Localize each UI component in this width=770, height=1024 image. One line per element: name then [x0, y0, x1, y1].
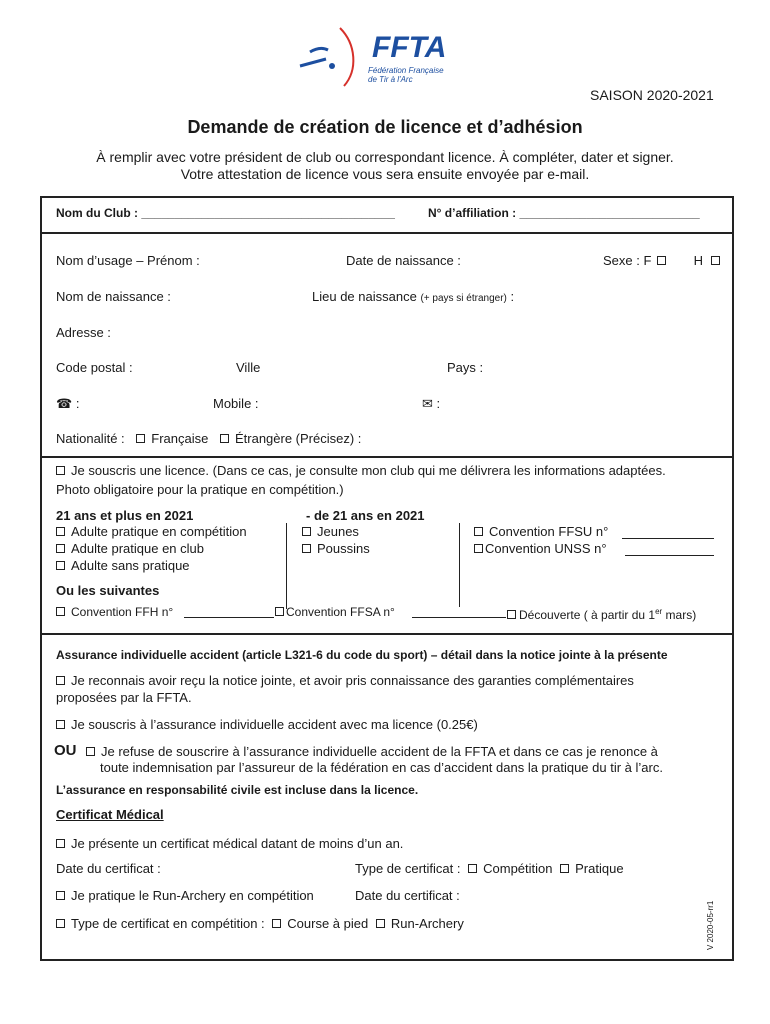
- decouverte-label: Découverte ( à partir du 1: [519, 608, 656, 622]
- nationality-fr-checkbox[interactable]: [136, 434, 145, 443]
- ffsu-number-line[interactable]: [622, 538, 714, 539]
- address-field[interactable]: Adresse :: [56, 325, 111, 340]
- mobile-field[interactable]: Mobile :: [213, 396, 259, 411]
- decouverte-sup: er: [655, 607, 663, 616]
- ffsa-option: [275, 604, 395, 620]
- insurance-subscribe: [56, 717, 478, 733]
- phone-icon: ☎: [56, 396, 73, 411]
- licence-checkbox[interactable]: [56, 466, 65, 475]
- insurance-ack-text: Je reconnais avoir reçu la notice jointe, et avoir pris connaissance des garanties complémentaires: [71, 673, 634, 688]
- ffsa-label: Convention FFSA n°: [286, 605, 395, 619]
- season: SAISON 2020-2021: [590, 87, 714, 103]
- youth-checkbox[interactable]: [302, 527, 311, 536]
- nationality-other-label: Étrangère (Précisez) :: [234, 431, 362, 446]
- competition-type-label: Type de certificat en compétition :: [71, 916, 265, 931]
- type-competition-label: Compétition: [483, 861, 553, 876]
- column-divider: [459, 523, 460, 607]
- medical-present-text: Je présente un certificat médical datant de moins d’un an.: [71, 836, 404, 851]
- birth-place-colon: :: [510, 289, 515, 304]
- ou-label: OU: [54, 742, 77, 759]
- col1-item-label: Adulte sans pratique: [71, 558, 190, 573]
- certificate-type-row: [355, 861, 624, 877]
- col1-heading: 21 ans et plus en 2021: [56, 508, 194, 523]
- certificate-date2-field[interactable]: Date du certificat :: [355, 888, 460, 903]
- insurance-refuse-text: Je refuse de souscrire à l’assurance individuelle accident de la FFTA et dans ce cas je renonce à: [101, 744, 658, 759]
- type-practice-checkbox[interactable]: [560, 864, 569, 873]
- col3-item: [474, 541, 607, 557]
- decouverte-option: [507, 604, 696, 623]
- divider: [40, 633, 734, 635]
- brand-name: FFTA: [372, 31, 447, 64]
- email-colon: :: [436, 396, 441, 411]
- column-divider: [286, 523, 287, 609]
- decouverte-checkbox[interactable]: [507, 610, 516, 619]
- brand-sub1: Fédération Française: [368, 66, 444, 75]
- divider: [40, 232, 734, 234]
- insurance-refuse: [86, 744, 658, 760]
- medical-present: [56, 836, 403, 852]
- birth-place-field[interactable]: [312, 289, 514, 307]
- col1-item-label: Adulte pratique en club: [71, 541, 204, 556]
- competition-type-row: [56, 916, 464, 932]
- insurance-refuse-line2: toute indemnisation par l’assureur de la fédération en cas d’accident dans la pratique du tir à l’arc.: [100, 760, 663, 775]
- course-label: Course à pied: [287, 916, 369, 931]
- insurance-subscribe-text: Je souscris à l’assurance individuelle accident avec ma licence (0.25€): [71, 717, 478, 732]
- adult-club-checkbox[interactable]: [56, 544, 65, 553]
- nationality-label: Nationalité :: [56, 431, 125, 446]
- birth-place-note: (+ pays si étranger): [420, 293, 507, 304]
- usage-name-field[interactable]: Nom d’usage – Prénom :: [56, 253, 200, 268]
- medical-heading: Certificat Médical: [56, 807, 164, 822]
- sex-f-checkbox[interactable]: [657, 256, 666, 265]
- col3-item: [474, 524, 608, 540]
- medical-present-checkbox[interactable]: [56, 839, 65, 848]
- type-practice-label: Pratique: [575, 861, 624, 876]
- col2-item-label: Poussins: [317, 541, 370, 556]
- birth-name-field[interactable]: Nom de naissance :: [56, 289, 171, 304]
- ffta-logo: [296, 26, 476, 88]
- col1-item-label: Adulte pratique en compétition: [71, 524, 247, 539]
- col1-item: [56, 541, 204, 557]
- insurance-refuse-checkbox[interactable]: [86, 747, 95, 756]
- col2-item: [302, 524, 359, 540]
- ffh-option: [56, 604, 173, 620]
- sex-h-checkbox[interactable]: [711, 256, 720, 265]
- licence-subscribe-text: Je souscris une licence. (Dans ce cas, je consulte mon club qui me délivrera les informations adaptées.: [71, 463, 666, 478]
- col2-item: [302, 541, 370, 557]
- col2-heading: - de 21 ans en 2021: [306, 508, 425, 523]
- intro-line-2: Votre attestation de licence vous sera ensuite envoyée par e-mail.: [180, 166, 590, 182]
- intro-line-1: À remplir avec votre président de club ou correspondant licence. À compléter, dater et signer.: [96, 149, 674, 165]
- run-archery-type-label: Run-Archery: [390, 916, 464, 931]
- sex-h-label: H: [693, 253, 704, 268]
- envelope-icon: ✉: [422, 396, 433, 411]
- ffh-number-line[interactable]: [184, 617, 274, 618]
- birth-date-field[interactable]: Date de naissance :: [346, 253, 461, 268]
- unss-checkbox[interactable]: [474, 544, 483, 553]
- decouverte-end: mars): [662, 608, 697, 622]
- competition-type-checkbox[interactable]: [56, 919, 65, 928]
- phone-field[interactable]: [56, 396, 79, 412]
- adult-no-practice-checkbox[interactable]: [56, 561, 65, 570]
- email-field[interactable]: [422, 396, 440, 412]
- brand-sub2: de Tir à l'Arc: [368, 75, 413, 84]
- birth-place-label: Lieu de naissance: [312, 289, 417, 304]
- run-archery-text: Je pratique le Run-Archery en compétition: [71, 888, 314, 903]
- club-name-field[interactable]: Nom du Club : ______________________________________: [56, 206, 395, 220]
- phone-colon: :: [75, 396, 80, 411]
- ffh-checkbox[interactable]: [56, 607, 65, 616]
- type-competition-checkbox[interactable]: [468, 864, 477, 873]
- run-archery-row: [56, 888, 314, 904]
- affiliation-field[interactable]: N° d’affiliation : ___________________________: [428, 206, 700, 220]
- run-archery-checkbox[interactable]: [56, 891, 65, 900]
- divider: [40, 456, 734, 458]
- col3-item-label: Convention FFSU n°: [489, 524, 609, 539]
- nationality-other-checkbox[interactable]: [220, 434, 229, 443]
- postal-code-field[interactable]: Code postal :: [56, 360, 133, 375]
- version-label: V 2020-05-rr1: [706, 900, 715, 950]
- insurance-subscribe-checkbox[interactable]: [56, 720, 65, 729]
- ffsu-checkbox[interactable]: [474, 527, 483, 536]
- col3-item-label: Convention UNSS n°: [485, 541, 607, 556]
- licence-subscribe: [56, 463, 666, 479]
- insurance-heading: Assurance individuelle accident (article L321-6 du code du sport) – détail dans la notice jointe à la présente: [56, 648, 668, 662]
- col1-item: [56, 524, 247, 540]
- run-archery-type-checkbox[interactable]: [376, 919, 385, 928]
- country-field[interactable]: Pays :: [447, 360, 484, 375]
- insurance-ack-line2: proposées par la FFTA.: [56, 690, 192, 705]
- unss-number-line[interactable]: [625, 555, 714, 556]
- insurance-ack: [56, 673, 634, 689]
- page-title: Demande de création de licence et d’adhésion: [187, 117, 583, 137]
- certificate-type-label: Type de certificat :: [355, 861, 461, 876]
- ffsa-number-line[interactable]: [412, 617, 506, 618]
- col1-item: [56, 558, 190, 574]
- licence-photo-note: Photo obligatoire pour la pratique en compétition.): [56, 482, 344, 497]
- poussins-checkbox[interactable]: [302, 544, 311, 553]
- sex-label: [603, 253, 726, 269]
- others-heading: Ou les suivantes: [56, 583, 160, 598]
- ffh-label: Convention FFH n°: [71, 605, 174, 619]
- nationality-fr-label: Française: [151, 431, 209, 446]
- sex-f-label: Sexe : F: [603, 253, 652, 268]
- civil-liability-note: L’assurance en responsabilité civile est incluse dans la licence.: [56, 783, 419, 797]
- adult-competition-checkbox[interactable]: [56, 527, 65, 536]
- city-field[interactable]: Ville: [236, 360, 261, 375]
- col2-item-label: Jeunes: [317, 524, 359, 539]
- course-checkbox[interactable]: [272, 919, 281, 928]
- insurance-ack-checkbox[interactable]: [56, 676, 65, 685]
- certificate-date-field[interactable]: Date du certificat :: [56, 861, 161, 876]
- nationality-row: [56, 431, 361, 447]
- ffsa-checkbox[interactable]: [275, 607, 284, 616]
